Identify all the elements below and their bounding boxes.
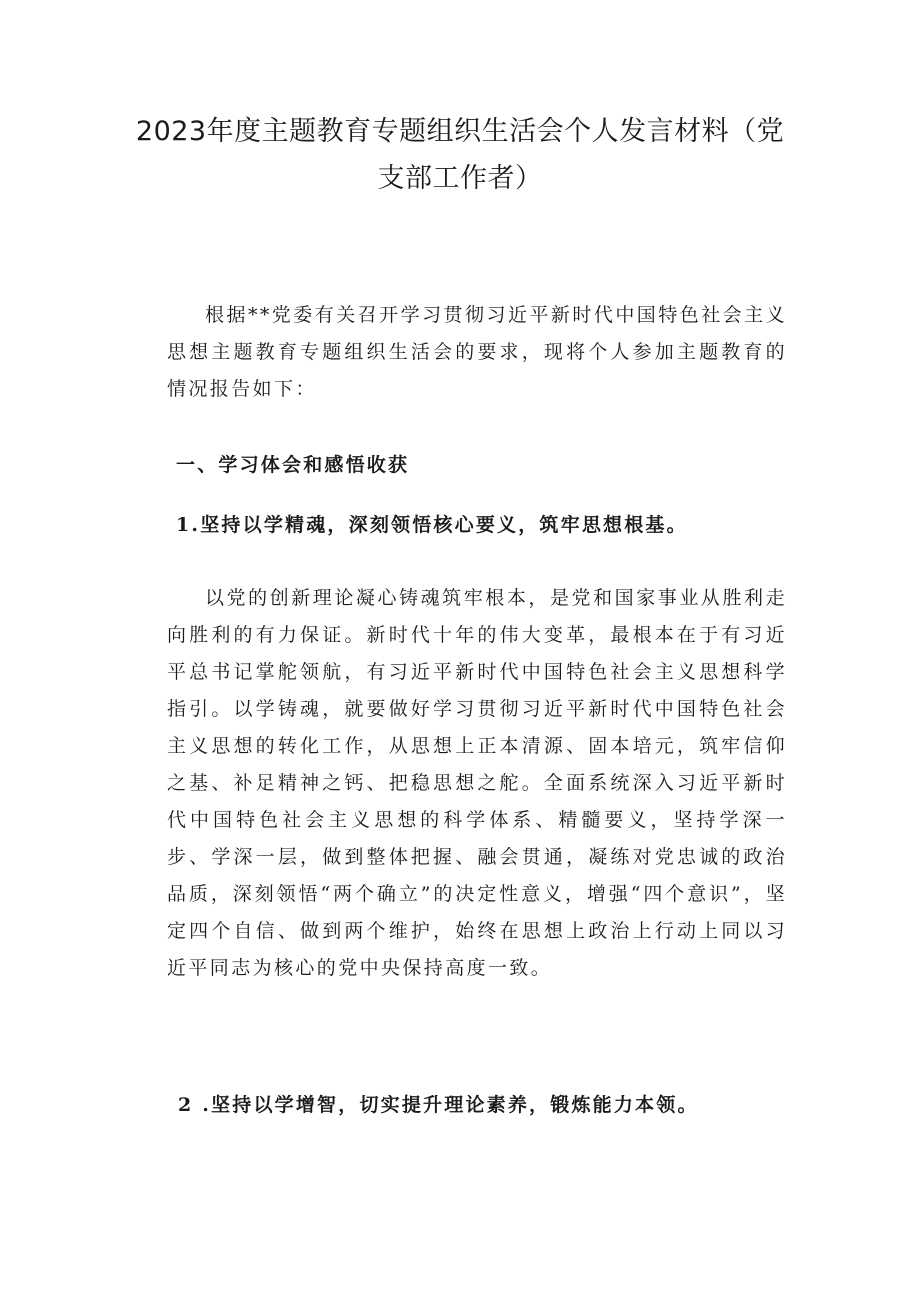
subheading-1: 1.坚持以学精魂，深刻领悟核心要义，筑牢思想根基。: [176, 514, 688, 536]
paragraph-1: 以党的创新理论凝心铸魂筑牢根本，是党和国家事业从胜利走向胜利的有力保证。新时代十年的伟大变革，最根本在于有习近平总书记掌舵领航，有习近平新时代中国特色社会主义思想科学指引。以学铸魂，就要做好学习贯彻习近平新时代中国特色社会主义思想的转化工作，从思想上正本清源、固本培元，筑牢信仰之基、补足精神之钙、把稳思想之舵。全面系统深入习近平新时代中国特色社会主义思想的科学体系、精髓要义，坚持学深一步、学深一层，做到整体把握、融会贯通，凝练对党忠诚的政治品质，深刻领悟“两个确立”的决定性意义，增强“四个意识”，坚定四个自信、做到两个维护，始终在思想上政治上行动上同以习近平同志为核心的党中央保持高度一致。: [167, 587, 787, 979]
intro-paragraph: 根据**党委有关召开学习贯彻习近平新时代中国特色社会主义思想主题教育专题组织生活会的要求，现将个人参加主题教育的情况报告如下：: [167, 304, 787, 400]
document-title: 2023年度主题教育专题组织生活会个人发言材料（党支部工作者）: [135, 116, 785, 194]
section-heading: 一、学习体会和感悟收获: [176, 454, 410, 476]
subheading-2: 2 .坚持以学增智，切实提升理论素养，锻炼能力本领。: [178, 1094, 699, 1116]
